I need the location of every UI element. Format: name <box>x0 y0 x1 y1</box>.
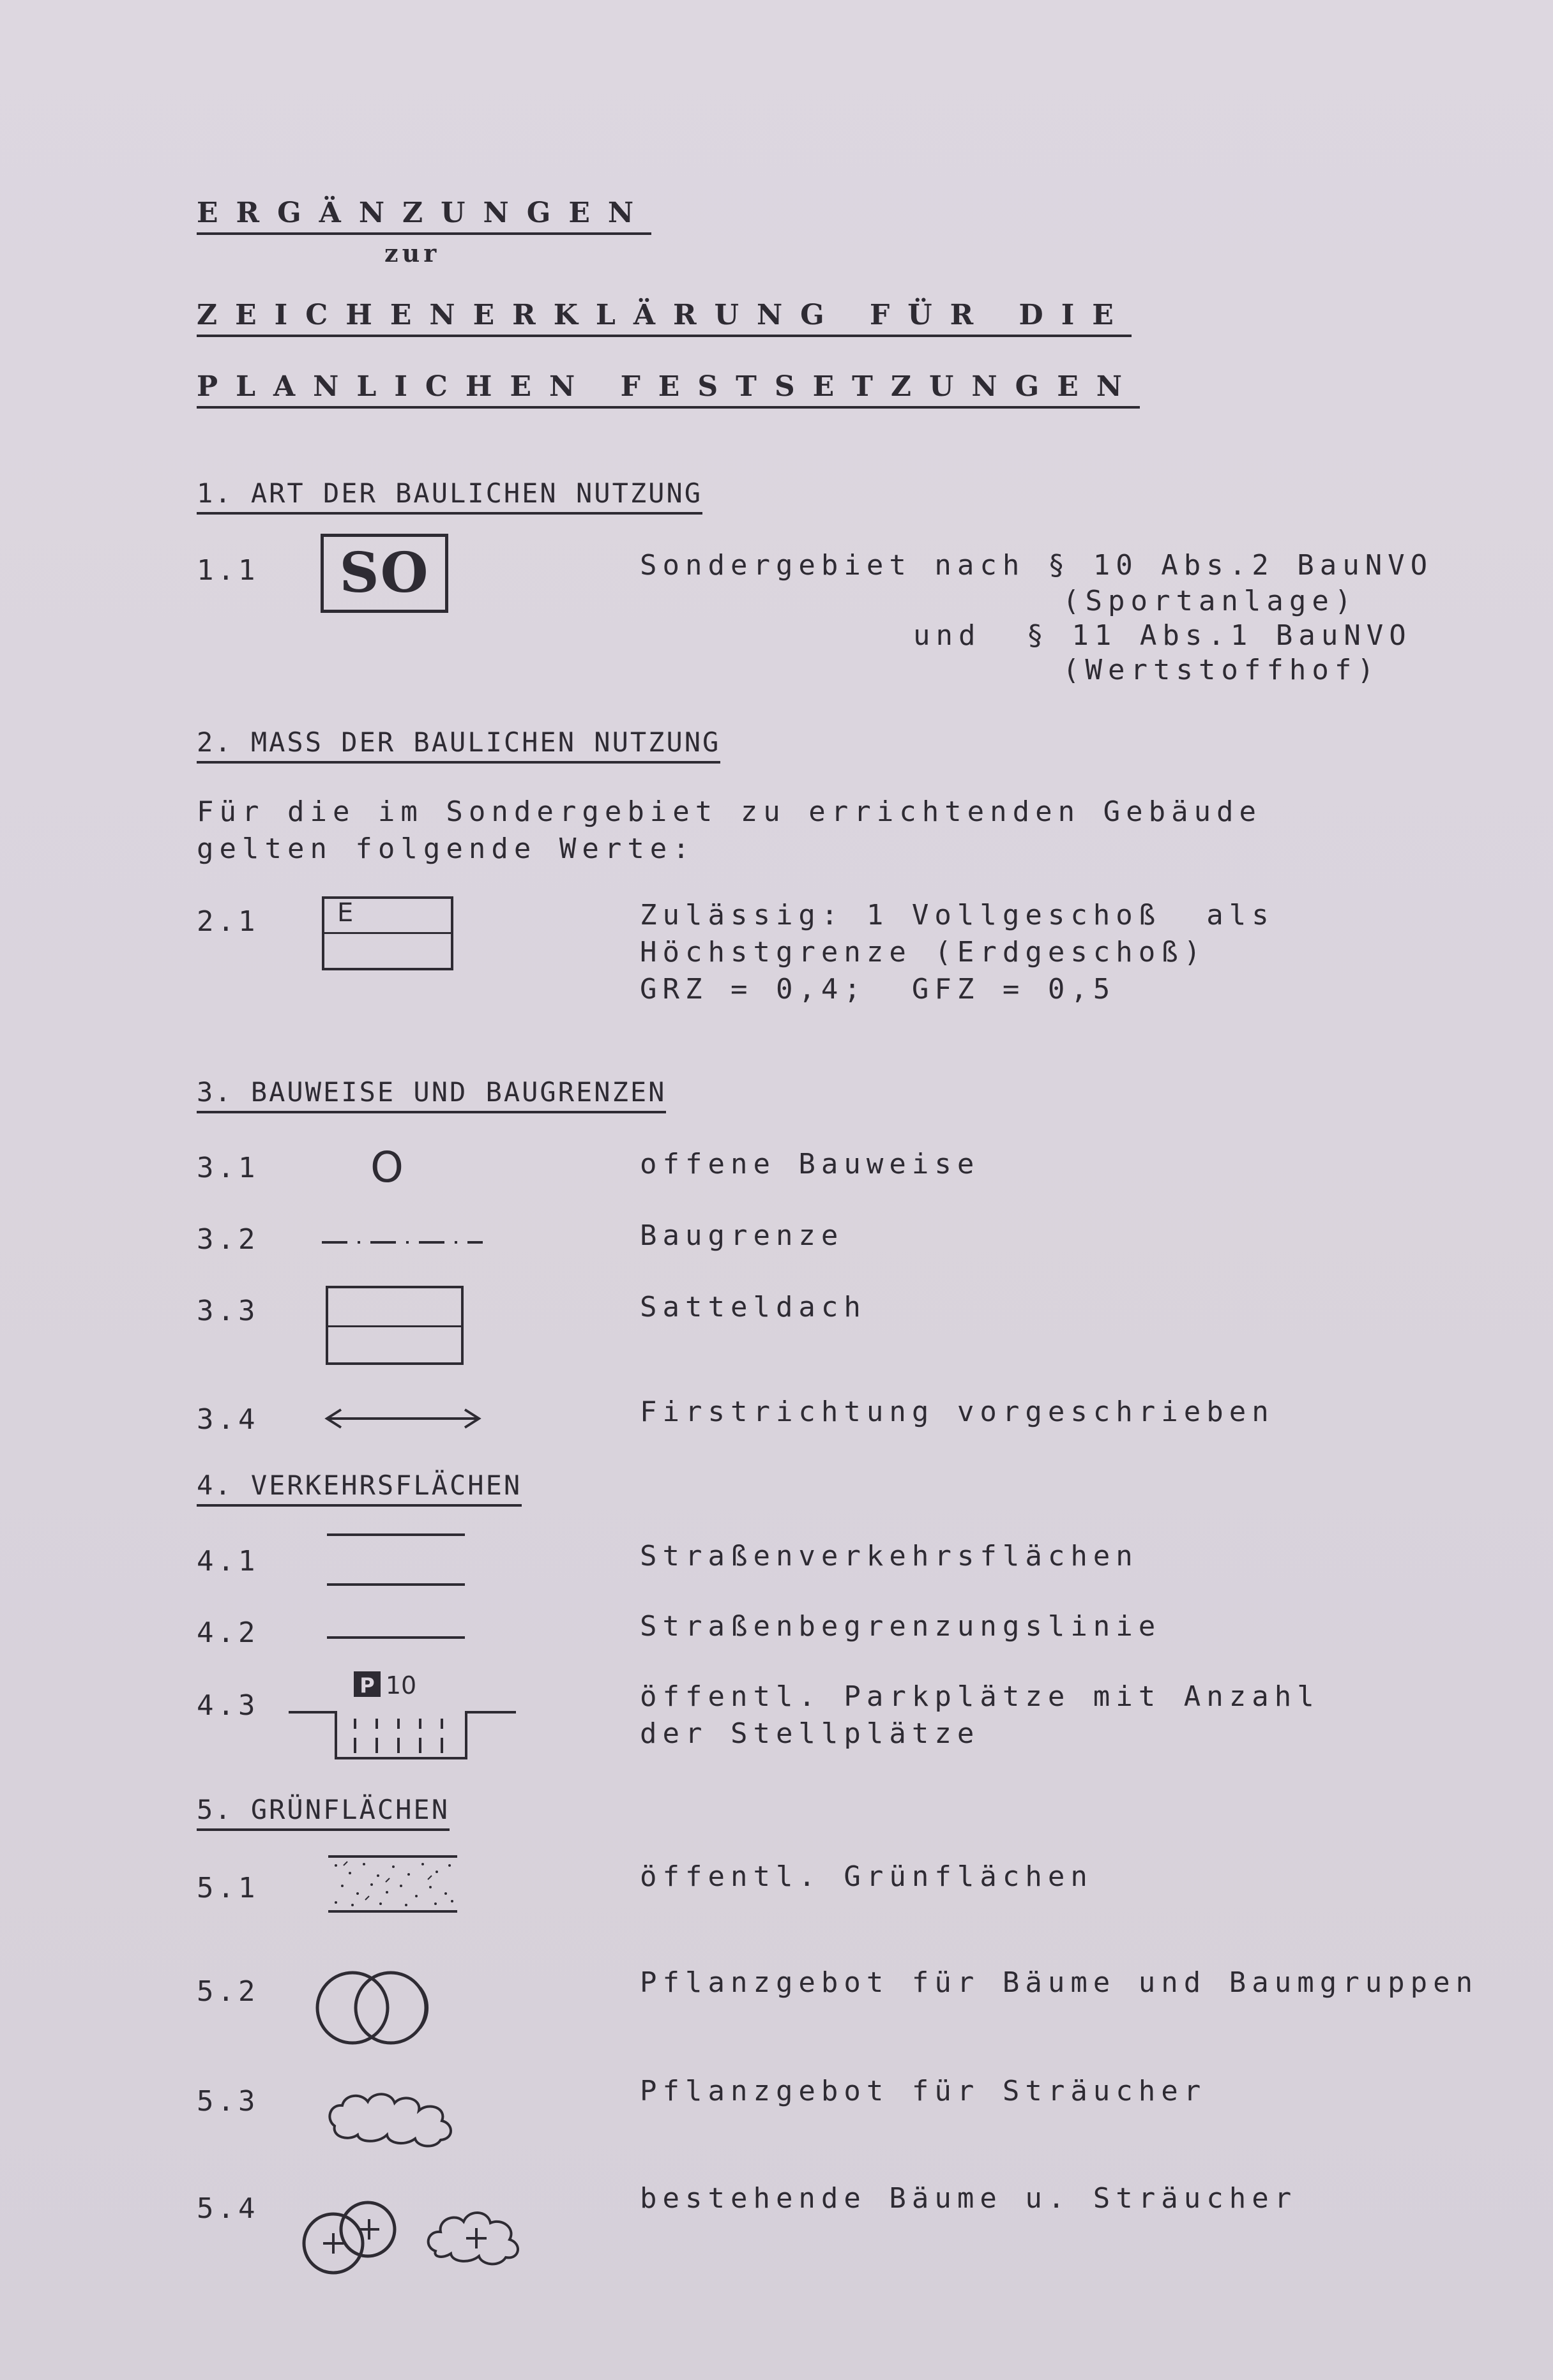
item-number: 3.1 <box>197 1152 259 1184</box>
item-3-2-text: Baugrenze <box>640 1219 844 1252</box>
section-1-heading: 1. ART DER BAULICHEN NUTZUNG <box>197 480 702 515</box>
section-2-intro-line1: Für die im Sondergebiet zu errichtenden Gebäude <box>197 795 1262 828</box>
item-4-2-text: Straßenbegrenzungslinie <box>640 1610 1162 1643</box>
item-3-4-text: Firstrichtung vorgeschrieben <box>640 1396 1275 1428</box>
item-1-1-line1: Sondergebiet nach § 10 Abs.2 BauNVO <box>640 549 1434 582</box>
item-4-3-line2: der Stellplätze <box>640 1717 980 1750</box>
ridge-line <box>328 1325 461 1327</box>
title-zeichenerklaerung: ZEICHENERKLÄRUNG FÜR DIE <box>197 301 1132 337</box>
item-number: 3.3 <box>197 1295 259 1327</box>
item-number: 5.2 <box>197 1975 259 2008</box>
baugrenze-dashed-line <box>319 1239 485 1246</box>
item-4-1-text: Straßenverkehrsflächen <box>640 1540 1139 1572</box>
so-symbol <box>321 534 448 613</box>
item-2-1-line2: Höchstgrenze (Erdgeschoß) <box>640 936 1207 968</box>
title-zur: zur <box>384 239 441 267</box>
item-3-1-text: offene Bauweise <box>640 1148 980 1180</box>
section-5-heading: 5. GRÜNFLÄCHEN <box>197 1796 450 1831</box>
item-number: 4.3 <box>197 1689 259 1722</box>
item-5-2-text: Pflanzgebot für Bäume und Baumgruppen <box>640 1966 1479 1999</box>
satteldach-symbol <box>326 1286 464 1365</box>
item-3-3-text: Satteldach <box>640 1291 867 1323</box>
item-number: 5.1 <box>197 1872 259 1904</box>
double-arrow-icon <box>323 1406 483 1431</box>
item-number: 4.1 <box>197 1545 259 1578</box>
shrub-symbol <box>322 2075 481 2151</box>
item-number: 1.1 <box>197 554 259 587</box>
street-boundary-line <box>326 1634 466 1641</box>
parking-symbol <box>285 1666 521 1762</box>
tree-group-symbol <box>314 1966 467 2049</box>
green-area-symbol <box>327 1854 458 1914</box>
item-2-1-line1: Zulässig: 1 Vollgeschoß als <box>640 899 1275 931</box>
parking-count: 10 <box>385 1671 417 1699</box>
item-4-3-line1: öffentl. Parkplätze mit Anzahl <box>640 1680 1320 1713</box>
item-5-4-text: bestehende Bäume u. Sträucher <box>640 2182 1298 2215</box>
street-area-symbol <box>326 1531 466 1588</box>
item-number: 3.2 <box>197 1223 259 1256</box>
title-ergaenzungen: ERGÄNZUNGEN <box>197 199 651 235</box>
item-1-1-line3: und § 11 Abs.1 BauNVO <box>913 619 1412 652</box>
item-number: 2.1 <box>197 905 259 938</box>
so-symbol-label: SO <box>339 541 430 605</box>
item-number: 4.2 <box>197 1616 259 1649</box>
section-3-heading: 3. BAUWEISE UND BAUGRENZEN <box>197 1079 666 1113</box>
section-4-heading: 4. VERKEHRSFLÄCHEN <box>197 1472 522 1507</box>
geschoss-box-symbol <box>322 896 453 970</box>
box-divider <box>324 932 451 934</box>
parking-p-letter: P <box>360 1673 375 1698</box>
existing-trees-shrubs-symbol <box>296 2181 552 2283</box>
geschoss-letter: E <box>337 898 354 928</box>
open-construction-symbol: O <box>370 1143 404 1192</box>
item-5-1-text: öffentl. Grünflächen <box>640 1860 1093 1893</box>
item-1-1-line4: (Wertstoffhof) <box>1063 654 1380 686</box>
item-number: 5.3 <box>197 2085 259 2118</box>
item-number: 3.4 <box>197 1403 259 1436</box>
item-number: 5.4 <box>197 2192 259 2225</box>
item-2-1-line3: GRZ = 0,4; GFZ = 0,5 <box>640 973 1116 1005</box>
item-1-1-line2: (Sportanlage) <box>1063 585 1358 617</box>
item-5-3-text: Pflanzgebot für Sträucher <box>640 2075 1207 2107</box>
section-2-heading: 2. MASS DER BAULICHEN NUTZUNG <box>197 729 720 764</box>
title-festsetzungen: PLANLICHEN FESTSETZUNGEN <box>197 373 1140 409</box>
section-2-intro-line2: gelten folgende Werte: <box>197 832 695 865</box>
